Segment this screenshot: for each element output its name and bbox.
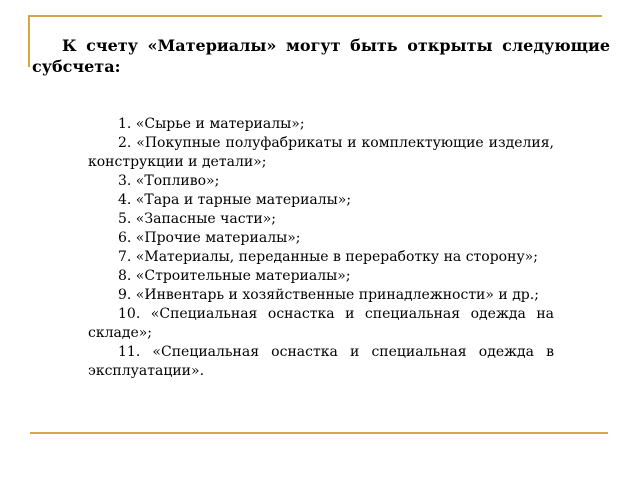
subaccount-list — [88, 115, 554, 381]
list-item: 4. «Тара и тарные материалы»; — [118, 192, 352, 208]
list-item: 11. «Специальная оснастка и специальная одежда в эксплуатации». — [88, 344, 554, 379]
list-item: 9. «Инвентарь и хозяйственные принадлежности» и др.; — [118, 287, 539, 303]
bottom-divider — [30, 432, 608, 434]
left-divider — [28, 15, 30, 67]
top-divider — [28, 15, 602, 17]
list-item: 6. «Прочие материалы»; — [118, 230, 301, 246]
list-item: 7. «Материалы, переданные в переработку на сторону»; — [118, 249, 538, 265]
list-item: 3. «Топливо»; — [118, 173, 220, 189]
slide-heading: К счету «Материалы» могут быть открыты следующие субсчета: — [32, 36, 610, 76]
list-item: 8. «Строительные материалы»; — [118, 268, 351, 284]
list-item: 5. «Запасные части»; — [118, 211, 276, 227]
list-item: 2. «Покупные полуфабрикаты и комплектующие изделия, конструкции и детали»; — [88, 135, 554, 170]
list-item: 1. «Сырье и материалы»; — [118, 116, 305, 132]
list-item: 10. «Специальная оснастка и специальная одежда на складе»; — [88, 306, 554, 341]
